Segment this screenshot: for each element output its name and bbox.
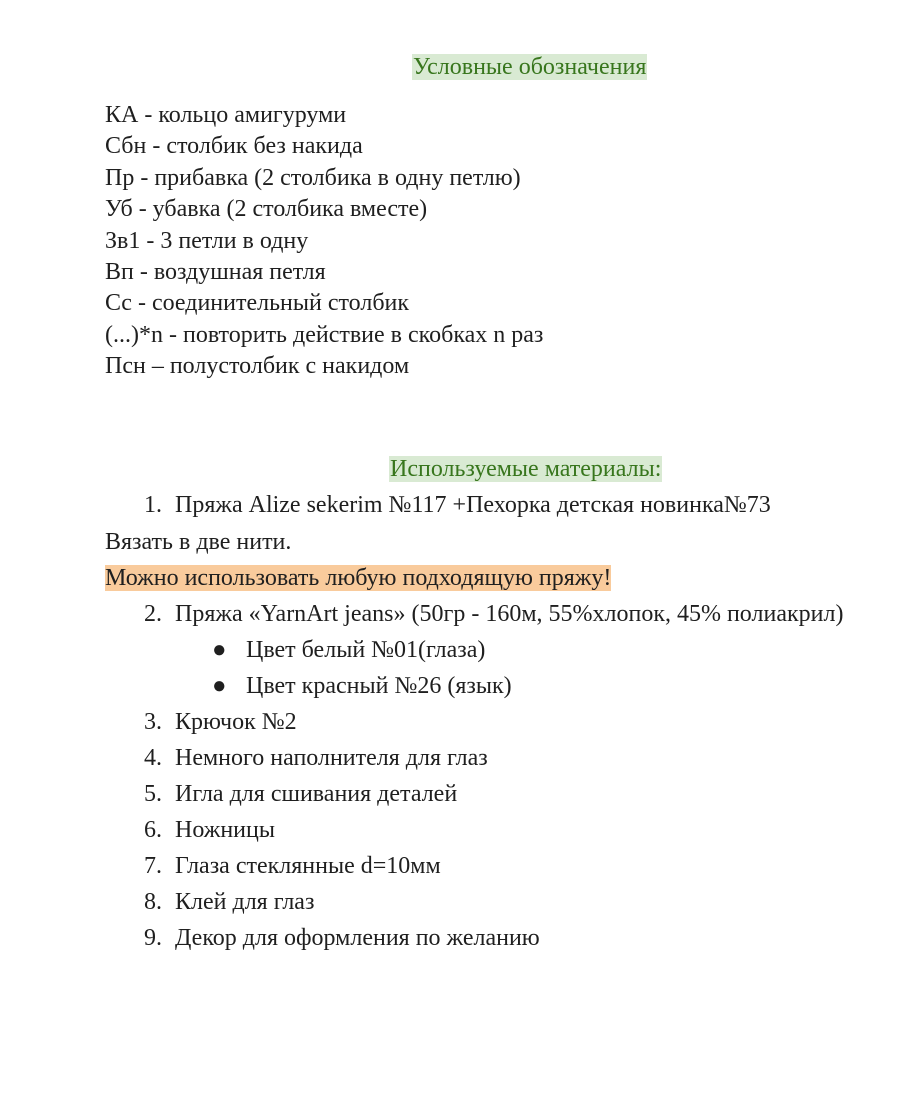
list-number: 2.: [144, 601, 162, 627]
legend-item: Пр - прибавка (2 столбика в одну петлю): [105, 165, 521, 191]
legend-heading: Условные обозначения: [413, 54, 647, 80]
legend-item: КА - кольцо амигуруми: [105, 102, 347, 128]
list-text: Пряжа Alize sekerim №117 +Пехорка детская новинка№73: [175, 492, 771, 518]
list-text: Немного наполнителя для глаз: [175, 745, 488, 771]
list-number: 5.: [144, 781, 162, 807]
list-number: 1.: [144, 492, 162, 518]
legend-item: (...)*n - повторить действие в скобках n раз: [105, 322, 544, 348]
note-any-yarn: Можно использовать любую подходящую пряжу!: [105, 565, 612, 591]
legend-item: Вп - воздушная петля: [105, 259, 326, 285]
list-text: Декор для оформления по желанию: [175, 925, 540, 951]
list-number: 3.: [144, 709, 162, 735]
list-text: Ножницы: [175, 817, 275, 843]
list-text: Глаза стеклянные d=10мм: [175, 853, 441, 879]
legend-item: Зв1 - 3 петли в одну: [105, 228, 309, 254]
list-text: Пряжа «YarnArt jeans» (50гр - 160м, 55%хлопок, 45% полиакрил): [175, 601, 844, 627]
list-text: Игла для сшивания деталей: [175, 781, 458, 807]
note-two-threads: Вязать в две нити.: [105, 529, 292, 555]
list-number: 4.: [144, 745, 162, 771]
list-number: 9.: [144, 925, 162, 951]
list-number: 8.: [144, 889, 162, 915]
legend-item: Уб - убавка (2 столбика вместе): [105, 196, 428, 222]
list-text: Клей для глаз: [175, 889, 315, 915]
legend-item: Сбн - столбик без накида: [105, 133, 363, 159]
bullet-icon: ●: [212, 673, 227, 699]
bullet-text: Цвет белый №01(глаза): [246, 637, 486, 663]
legend-item: Псн – полустолбик с накидом: [105, 353, 410, 379]
list-number: 6.: [144, 817, 162, 843]
materials-heading: Используемые материалы:: [390, 456, 662, 482]
bullet-text: Цвет красный №26 (язык): [246, 673, 512, 699]
legend-item: Сс - соединительный столбик: [105, 290, 410, 316]
list-number: 7.: [144, 853, 162, 879]
list-text: Крючок №2: [175, 709, 297, 735]
bullet-icon: ●: [212, 637, 227, 663]
